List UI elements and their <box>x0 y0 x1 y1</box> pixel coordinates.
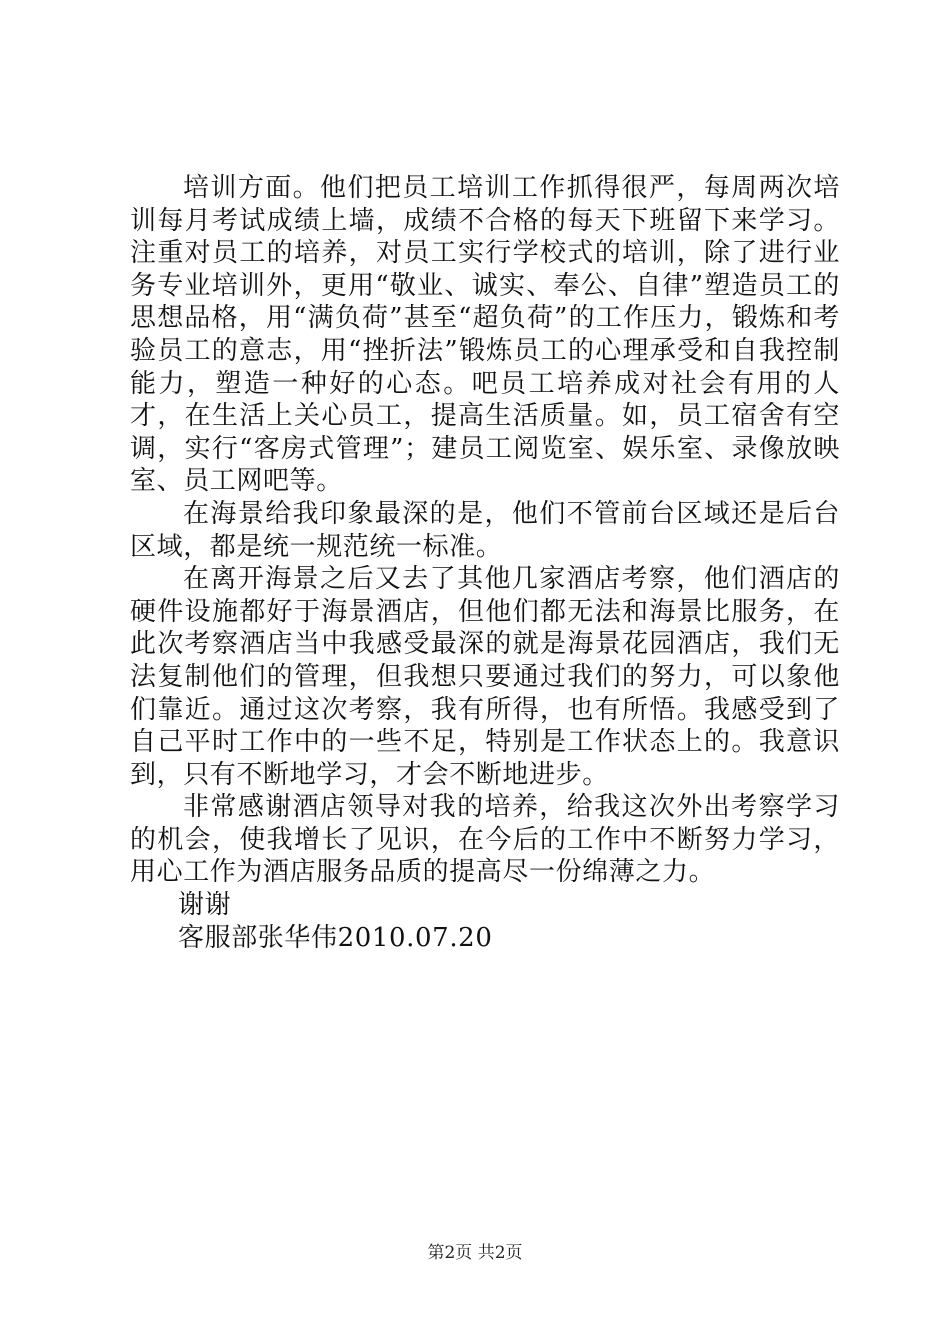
paragraph-other-hotels: 在离开海景之后又去了其他几家酒店考察，他们酒店的硬件设施都好于海景酒店，但他们都无法和海景比服务，在此次考察酒店当中我感受最深的就是海景花园酒店，我们无法复制他们的管理，但我想只要通过我们的努力，可以象他们靠近。通过这次考察，我有所得，也有所悟。我感受到了自己平时工作中的一些不足，特别是工作状态上的。我意识到，只有不断地学习，才会不断地进步。 <box>130 564 840 790</box>
paragraph-impression: 在海景给我印象最深的是，他们不管前台区域还是后台区域，都是统一规范统一标准。 <box>130 498 840 562</box>
paragraph-training: 培训方面。他们把员工培训工作抓得很严，每周两次培训每月考试成绩上墙，成绩不合格的每天下班留下来学习。注重对员工的培养，对员工实行学校式的培训，除了进行业务专业培训外，更用“敬业、诚实、奉公、自律”塑造员工的思想品格，用“满负荷”甚至“超负荷”的工作压力，锻炼和考验员工的意志，用“挫折法”锻炼员工的心理承受和自我控制能力，塑造一种好的心态。吧员工培养成对社会有用的人才，在生活上关心员工，提高生活质量。如，员工宿舍有空调，实行“客房式管理”；建员工阅览室、娱乐室、录像放映室、员工网吧等。 <box>130 173 840 497</box>
page-number-label: 第2页 共2页 <box>427 1243 523 1263</box>
signature-line: 客服部张华伟2010.07.20 <box>178 922 493 953</box>
paragraph-thanks: 非常感谢酒店领导对我的培养，给我这次外出考察学习的机会，使我增长了见识，在今后的工作中不断努力学习，用心工作为酒店服务品质的提高尽一份绵薄之力。 <box>130 792 840 888</box>
closing-text: 谢谢 <box>178 890 232 921</box>
document-body <box>130 172 840 954</box>
page-footer <box>0 1242 950 1264</box>
